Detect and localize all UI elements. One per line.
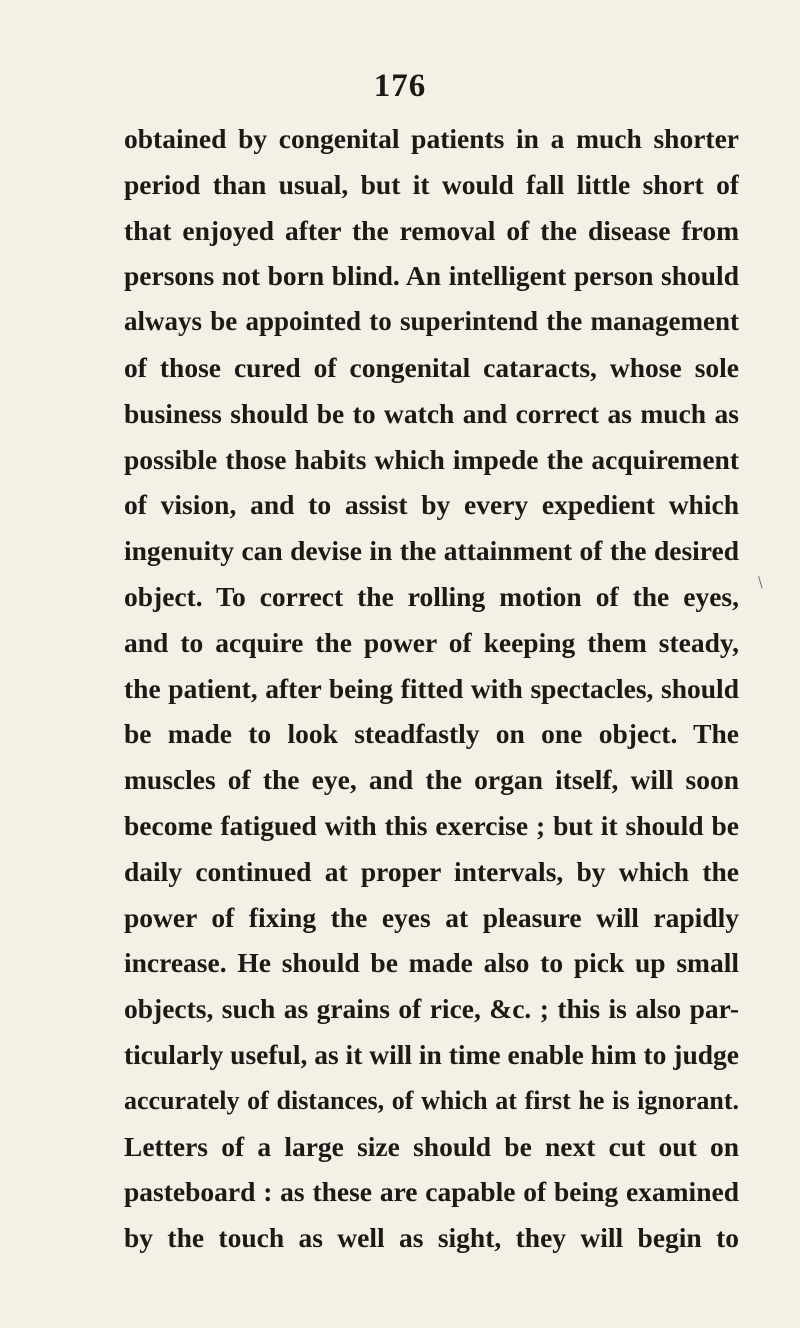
text-line: ticularly useful, as it will in time enable him to judge (124, 1038, 739, 1070)
text-line: daily continued at proper intervals, by which the (124, 855, 739, 887)
text-line: always be appointed to superintend the management (124, 306, 739, 337)
body-text (124, 116, 739, 1261)
text-line: ingenuity can devise in the attainment of the desired (124, 535, 739, 567)
text-line: objects, such as grains of rice, &c. ; this is also par- (124, 993, 739, 1025)
text-line: by the touch as well as sight, they will begin to (124, 1222, 739, 1254)
text-line: obtained by congenital patients in a much shorter (124, 123, 739, 154)
text-line: power of fixing the eyes at pleasure will rapidly (124, 901, 739, 933)
text-line: increase. He should be made also to pick up small (124, 947, 739, 979)
text-line: persons not born blind. An intelligent person should (124, 260, 739, 292)
text-line: be made to look steadfastly on one object. The (124, 718, 739, 750)
text-line: Letters of a large size should be next cut out on (124, 1130, 739, 1162)
text-line: muscles of the eye, and the organ itself, will soon (124, 764, 739, 796)
text-line: of vision, and to assist by every expedient which (124, 489, 739, 521)
text-line: become fatigued with this exercise ; but it should be (124, 809, 739, 841)
text-line: possible those habits which impede the acquirement (124, 443, 739, 475)
text-line: of those cured of congenital cataracts, whose sole (124, 351, 739, 383)
text-line: that enjoyed after the removal of the disease from (124, 214, 739, 246)
page-number: 176 (373, 68, 427, 104)
margin-pencil-mark: / (752, 572, 769, 592)
text-line: and to acquire the power of keeping them steady, (124, 626, 739, 658)
text-line: accurately of distances, of which at first he is ignorant. (124, 1085, 739, 1115)
text-line: business should be to watch and correct as much as (124, 397, 739, 429)
text-line: object. To correct the rolling motion of the eyes, (124, 580, 739, 612)
text-line: the patient, after being fitted with spectacles, should (124, 672, 739, 704)
text-line: period than usual, but it would fall little short of (124, 168, 739, 200)
text-line: pasteboard : as these are capable of being examined (124, 1176, 739, 1208)
